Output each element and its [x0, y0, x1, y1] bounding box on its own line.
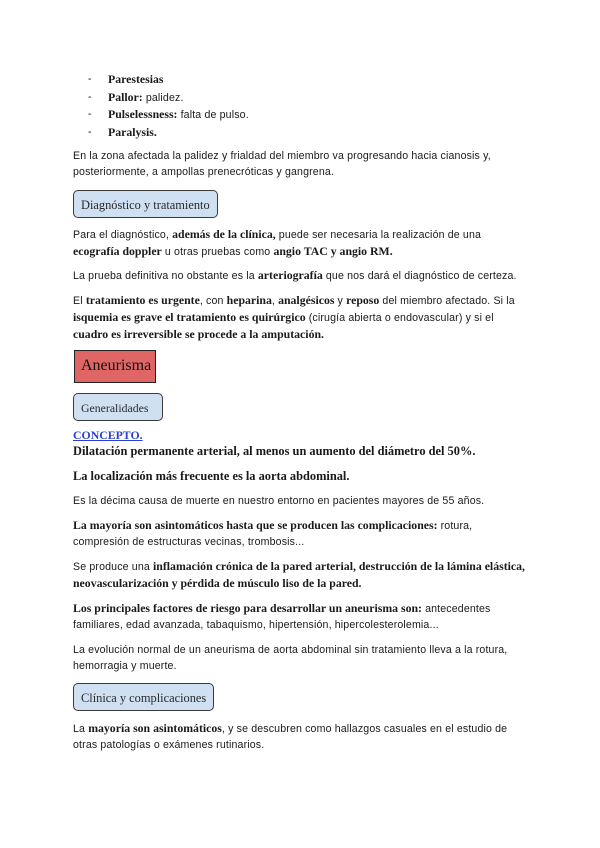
text-run: ,	[271, 295, 279, 307]
diagnosis-paragraph	[73, 226, 528, 260]
bold-run: mayoría son asintomáticos	[88, 721, 222, 735]
text-run: y	[334, 295, 347, 307]
text-run: Se produce una	[73, 561, 153, 573]
bold-run: tratamiento es urgente	[85, 293, 200, 307]
riesgo-paragraph	[73, 600, 528, 633]
bold-run: isquemia es grave el tratamiento es quirúrgico	[73, 310, 306, 324]
bold-run: arteriografía	[257, 268, 323, 282]
symptom-desc: falta de pulso.	[177, 109, 249, 121]
text-run: (cirugía abierta o endovascular) y si el	[305, 312, 494, 324]
symptom-term: Paralysis.	[108, 124, 157, 139]
text-run: antecedentes familiares, edad avanzada, tabaquismo, hipertensión, hipercolesterolemia...	[73, 603, 491, 631]
bold-run: inflamación crónica de la pared arterial, destrucción de la lámina elástica, neovascularización y pérdida de músculo liso de la pared.	[73, 559, 525, 590]
text-run: Para el diagnóstico,	[73, 229, 173, 241]
list-item	[88, 71, 249, 89]
asintomaticos-paragraph	[73, 517, 528, 550]
bold-run: cuadro es irreversible se procede a la amputación.	[73, 327, 324, 341]
treatment-paragraph	[73, 292, 528, 343]
produce-paragraph	[73, 558, 528, 592]
text-run: del miembro afectado. Si la	[379, 295, 515, 307]
section-header-generalidades: Generalidades	[73, 393, 163, 421]
symptom-term: Pulselessness:	[108, 107, 178, 121]
bold-run: angio TAC y angio RM.	[273, 244, 393, 258]
concepto-heading	[73, 427, 528, 444]
progress-paragraph: En la zona afectada la palidez y frialdad del miembro va progresando hacia cianosis y, posteriormente, a ampollas prenecróticas y gangrena.	[73, 150, 491, 178]
text-run: La prueba definitiva no obstante es la	[73, 270, 258, 282]
bold-run: además de la clínica,	[172, 227, 276, 241]
text-run: , con	[199, 295, 227, 307]
list-item	[88, 106, 249, 124]
bold-run: reposo	[346, 293, 380, 307]
text-run: , y se descubren como hallazgos casuales en el estudio de otras patologías o exámenes rutinarios.	[73, 723, 508, 751]
text-run: La	[73, 723, 89, 735]
concepto-link[interactable]: CONCEPTO.	[73, 428, 143, 442]
bold-run: ecografía doppler	[73, 244, 162, 258]
symptom-list	[88, 71, 249, 141]
concepto-definition: Dilatación permanente arterial, al menos un aumento del diámetro del 50%.	[73, 444, 476, 458]
localizacion-line: La localización más frecuente es la aorta abdominal.	[73, 469, 350, 483]
section-header-diagnostico: Diagnóstico y tratamiento	[73, 190, 218, 218]
symptom-term: Pallor:	[108, 89, 143, 104]
bold-run: La mayoría son asintomáticos hasta que se producen las complicaciones:	[73, 518, 438, 532]
symptom-term: Parestesias	[108, 72, 164, 86]
bold-run: Los principales factores de riesgo para desarrollar un aneurisma son:	[73, 601, 422, 615]
bold-run: heparina	[226, 293, 272, 307]
list-item	[88, 89, 249, 107]
text-run: que nos dará el diagnóstico de certeza.	[322, 270, 517, 282]
text-run: puede ser necesaria la realización de una	[275, 229, 482, 241]
clinica-paragraph	[73, 720, 528, 753]
symptom-desc: palidez.	[142, 91, 184, 104]
section-header-clinica: Clínica y complicaciones	[73, 683, 214, 711]
list-dash: -	[88, 125, 92, 138]
list-dash: -	[88, 90, 92, 103]
definitive-test-paragraph	[73, 267, 528, 284]
section-title-aneurisma: Aneurisma	[74, 350, 156, 383]
bold-run: analgésicos	[278, 293, 335, 307]
list-item	[88, 124, 249, 142]
list-dash: -	[88, 108, 92, 120]
list-dash: -	[88, 73, 92, 85]
causa-paragraph: Es la décima causa de muerte en nuestro entorno en pacientes mayores de 55 años.	[73, 495, 485, 507]
text-run: u otras pruebas como	[161, 246, 274, 258]
evolucion-paragraph: La evolución normal de un aneurisma de aorta abdominal sin tratamiento lleva a la rotura, hemorragia y muerte.	[73, 644, 508, 672]
text-run: rotura, compresión de estructuras vecinas, trombosis...	[73, 520, 473, 548]
text-run: El	[73, 295, 86, 307]
